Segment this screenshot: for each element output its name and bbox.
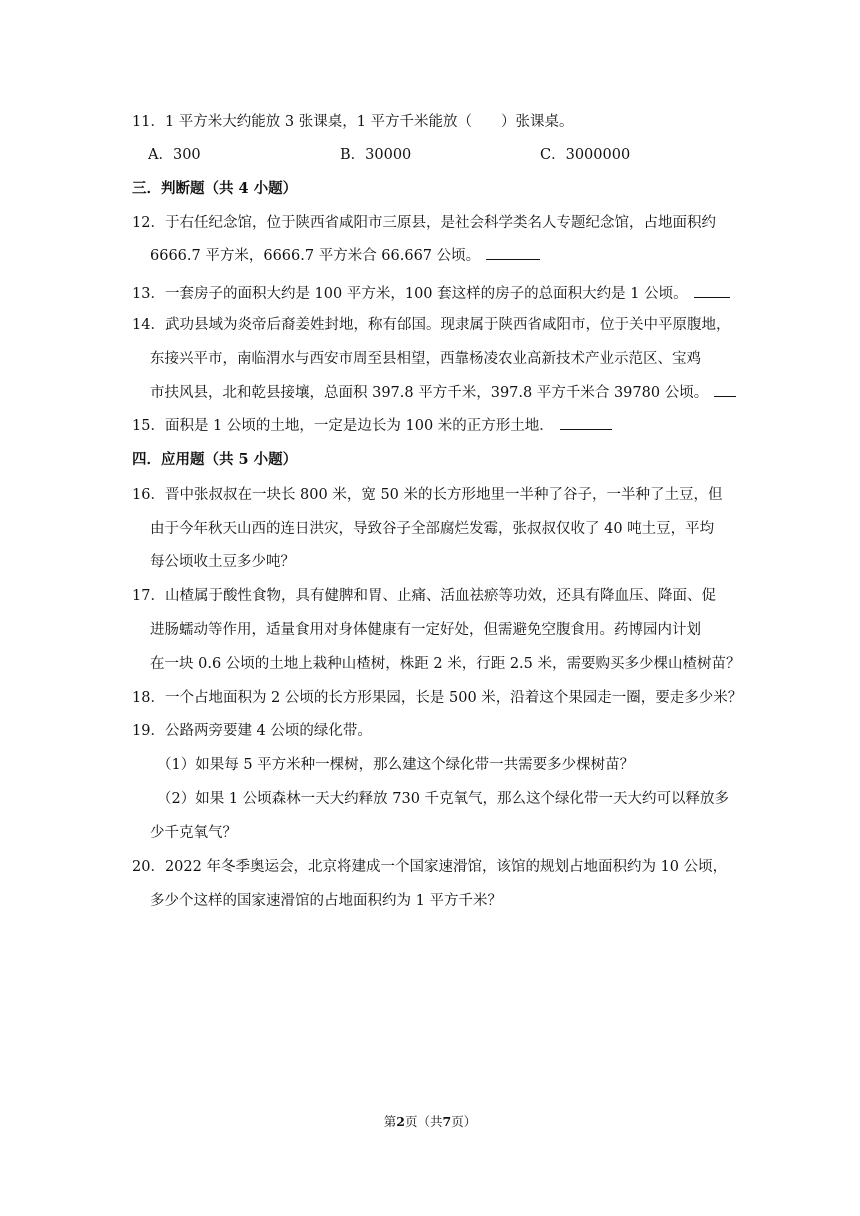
question-19-part-2: （2）如果 1 公顷森林一天大约释放 730 千克氧气，那么这个绿化带一天大约可以释放多 <box>157 791 730 807</box>
option-b: B．30000 <box>340 147 412 163</box>
footer-middle: 页（共 <box>404 1114 443 1129</box>
question-15-text: 15．面积是 1 公顷的土地，一定是边长为 100 米的正方形土地． <box>132 418 554 434</box>
answer-blank <box>560 416 612 430</box>
option-c: C．3000000 <box>540 147 631 163</box>
question-19-part-2-cont: 少千克氧气？ <box>150 825 237 841</box>
footer-suffix: 页） <box>451 1114 477 1129</box>
question-13-text: 13．一套房子的面积大约是 100 平方米，100 套这样的房子的总面积大约是 1 公顷。 <box>132 286 688 302</box>
question-14-line2: 东接兴平市，南临渭水与西安市周至县相望，西靠杨凌农业高新技术产业示范区、宝鸡 <box>150 351 701 367</box>
answer-blank <box>486 246 540 260</box>
question-14-line1: 14．武功县域为炎帝后裔姜姓封地，称有邰国。现隶属于陕西省咸阳市，位于关中平原腹地， <box>132 317 731 333</box>
footer-total-pages: 7 <box>442 1114 452 1129</box>
answer-blank <box>714 383 736 397</box>
section-3-heading: 三．判断题（共 4 小题） <box>132 180 298 197</box>
question-17-line2: 进肠蠕动等作用，适量食用对身体健康有一定好处，但需避免空腹食用。药博园内计划 <box>150 622 701 638</box>
question-20-line1: 20．2022 年冬季奥运会，北京将建成一个国家速滑馆，该馆的规划占地面积约为 10 公顷， <box>132 859 728 875</box>
question-14-line3 <box>150 383 860 403</box>
question-11: 11．1 平方米大约能放 3 张课桌，1 平方千米能放（ ）张课桌。 <box>132 114 574 130</box>
question-16-line3: 每公顷收土豆多少吨？ <box>150 554 295 570</box>
page-footer <box>0 1112 860 1130</box>
section-4-heading: 四．应用题（共 5 小题） <box>132 451 298 468</box>
question-12-line2 <box>150 246 860 266</box>
footer-page-number: 2 <box>396 1114 405 1129</box>
question-18: 18．一个占地面积为 2 公顷的长方形果园，长是 500 米，沿着这个果园走一圈，要走多少米？ <box>132 690 743 706</box>
question-19: 19．公路两旁要建 4 公顷的绿化带。 <box>132 723 372 739</box>
question-20-line2: 多少个这样的国家速滑馆的占地面积约为 1 平方千米？ <box>150 893 502 909</box>
question-16-line2: 由于今年秋天山西的连日洪灾，导致谷子全部腐烂发霉，张叔叔仅收了 40 吨土豆，平均 <box>150 521 715 537</box>
question-19-part-1: （1）如果每 5 平方米种一棵树，那么建这个绿化带一共需要多少棵树苗？ <box>157 757 635 773</box>
question-11-options <box>148 145 860 165</box>
question-12-text: 6666.7 平方米，6666.7 平方米合 66.667 公顷。 <box>150 248 481 264</box>
question-15 <box>132 416 860 436</box>
question-17-line3: 在一块 0.6 公顷的土地上栽种山楂树，株距 2 米，行距 2.5 米，需要购买多少棵山楂树苗？ <box>150 656 741 672</box>
footer-prefix: 第 <box>383 1114 397 1129</box>
question-13 <box>132 284 860 304</box>
answer-blank <box>694 284 730 298</box>
question-12-line1: 12．于右任纪念馆，位于陕西省咸阳市三原县，是社会科学类名人专题纪念馆，占地面积约 <box>132 215 716 231</box>
question-14-text: 市扶风县，北和乾县接壤，总面积 397.8 平方千米，397.8 平方千米合 39780 公顷。 <box>150 385 709 401</box>
option-a: A．300 <box>148 147 201 163</box>
question-17-line1: 17．山楂属于酸性食物，具有健脾和胃、止痛、活血祛瘀等功效，还具有降血压、降面、促 <box>132 588 716 604</box>
question-16-line1: 16．晋中张叔叔在一块长 800 米，宽 50 米的长方形地里一半种了谷子，一半种了土豆，但 <box>132 487 723 503</box>
